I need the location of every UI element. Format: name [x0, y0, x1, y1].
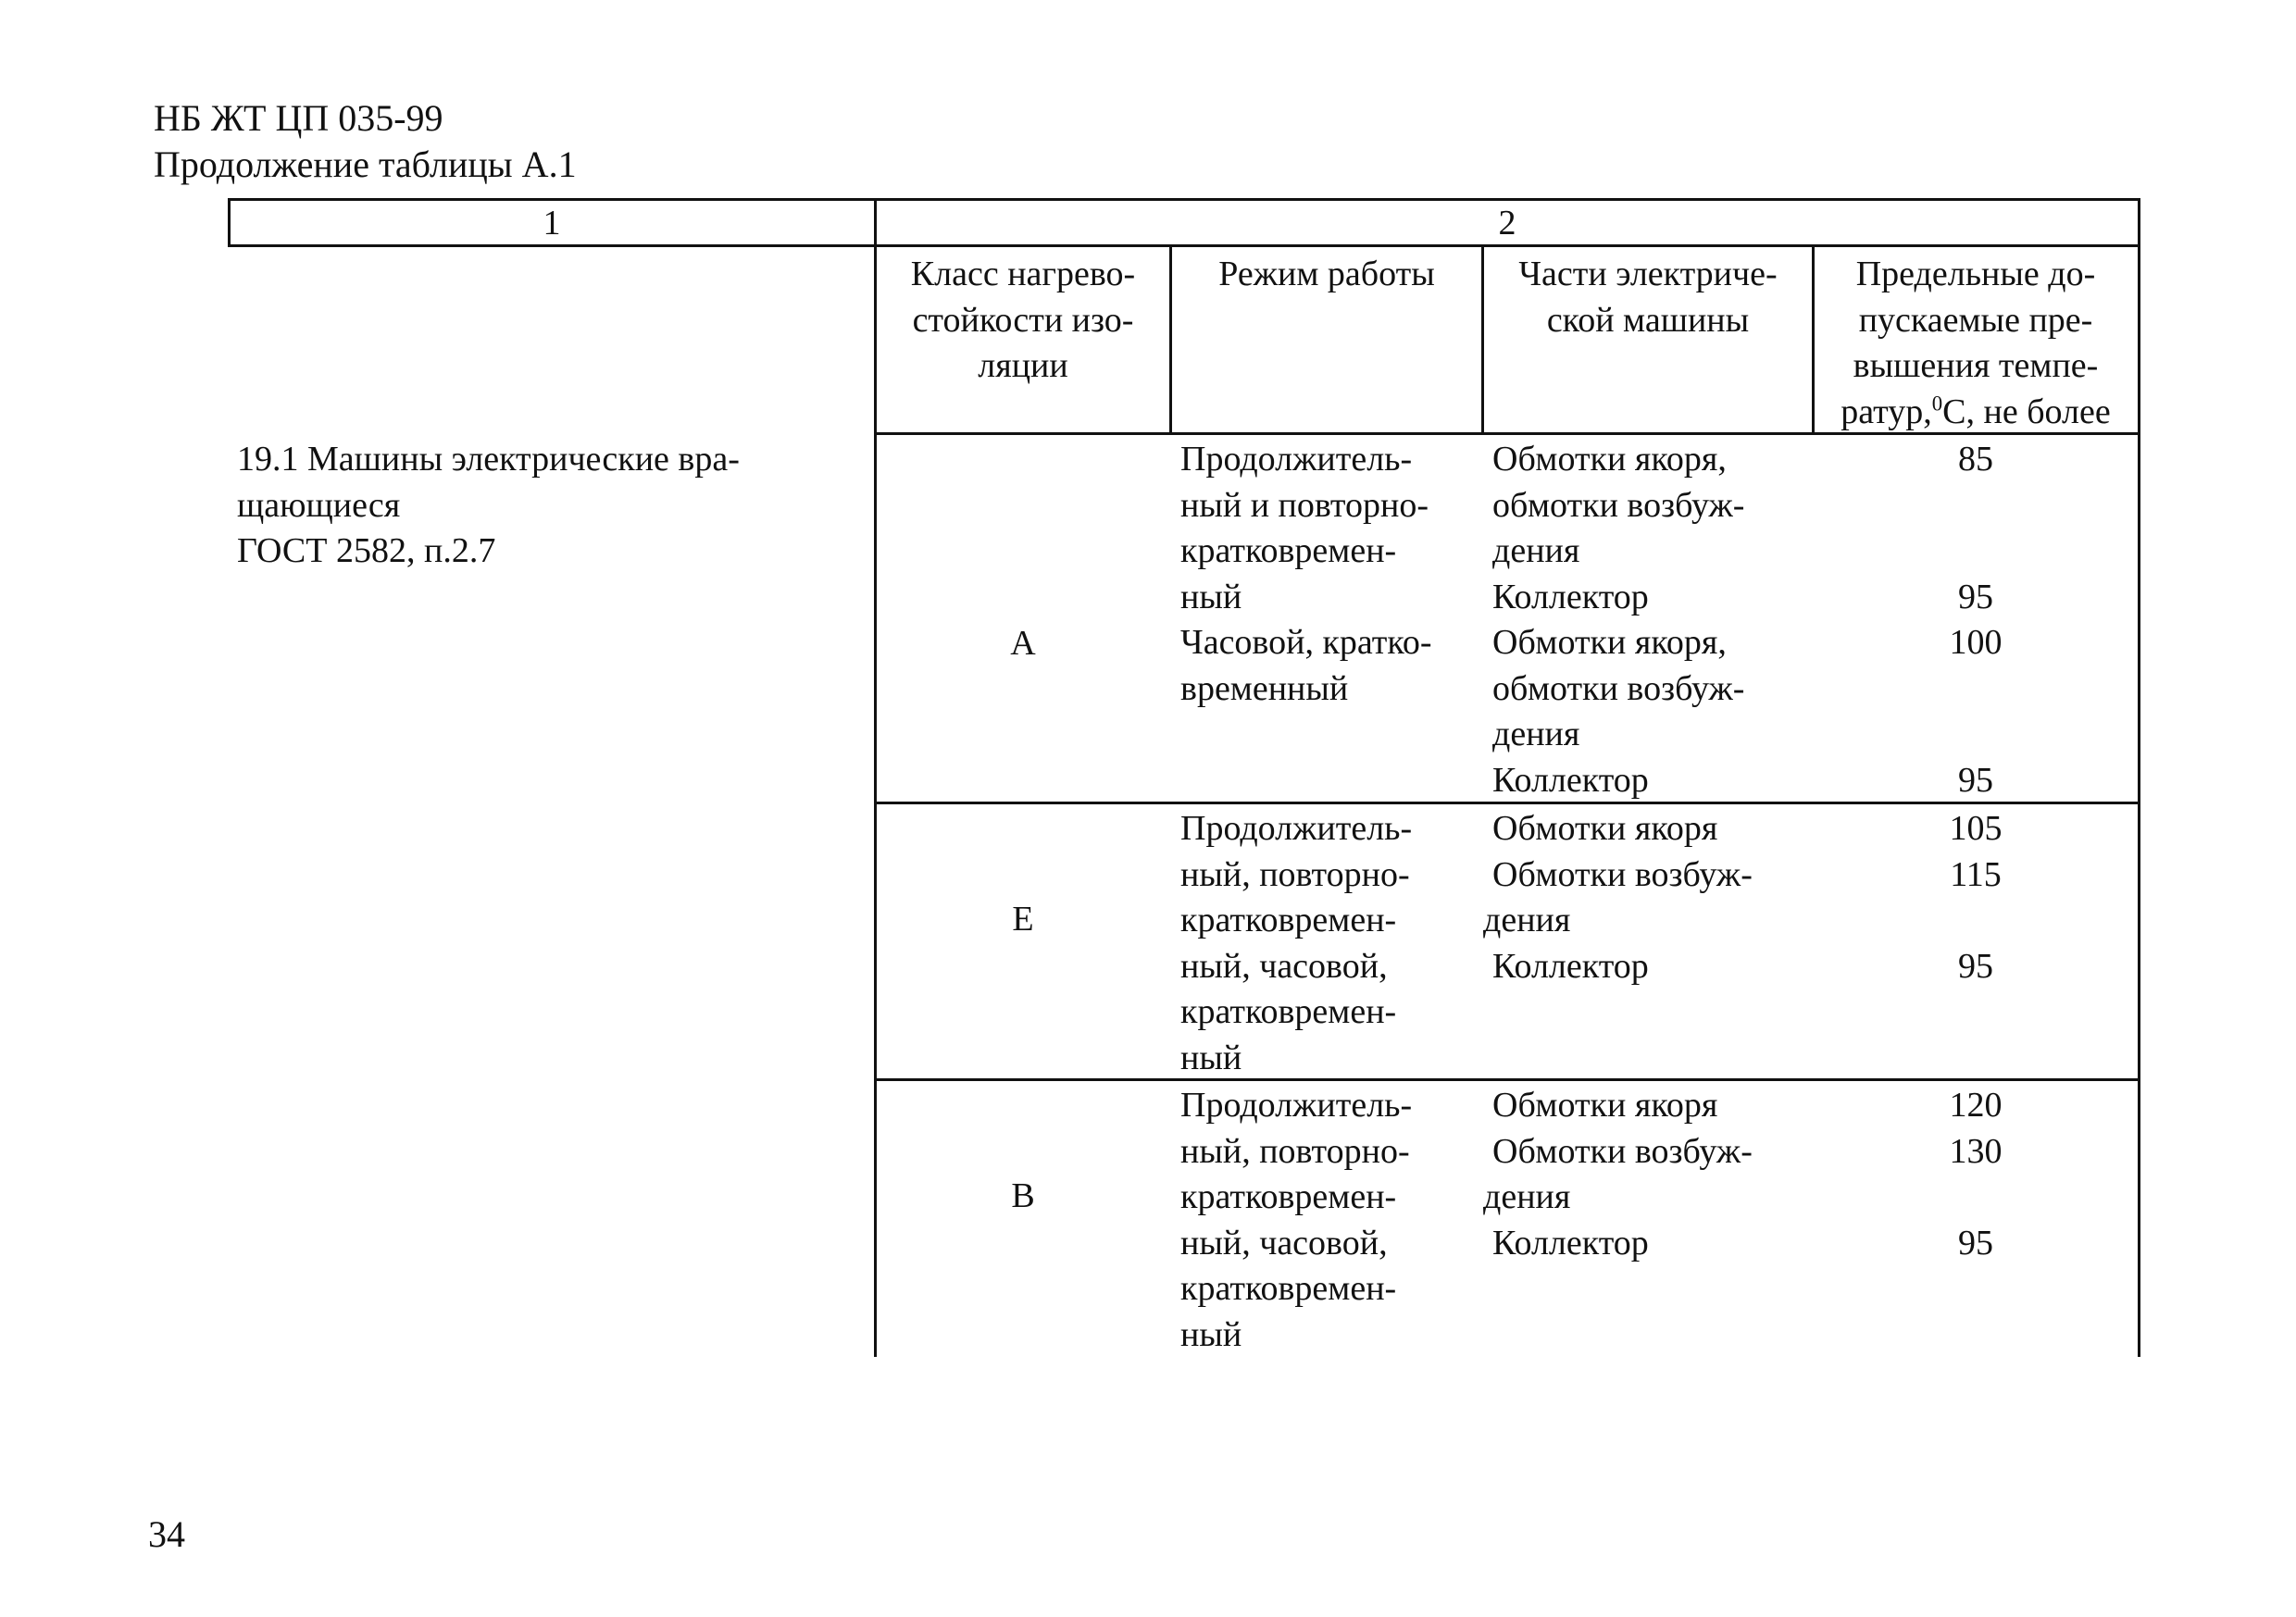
group-b-class: В [1011, 1176, 1035, 1215]
group-a-modes: Продолжитель- ный и повторно- кратковремен- ный Часовой, кратко- временный [1180, 440, 1432, 708]
table-right-border [2138, 198, 2140, 1357]
group-a-parts: Обмотки якоря, обмотки возбуж- дения Коллектор Обмотки якоря, обмотки возбуж- дения Коллектор [1492, 440, 1745, 800]
group-b-values: 120 130 95 [1949, 1086, 2003, 1263]
page-number: 34 [148, 1513, 185, 1555]
group-e-bottom-border [874, 1078, 2140, 1081]
table-continuation-caption: Продолжение таблицы А.1 [154, 143, 577, 185]
header-temperature-limits-last-line: ратур,$^0$С, не более [1841, 391, 2111, 431]
group-e-class: Е [1012, 900, 1034, 939]
header-temperature-limits: Предельные до- пускаемые пре- вышения темпе- ратур,$^0$С, не более [1814, 252, 2138, 435]
group-a-values: 85 95 100 95 [1949, 440, 2003, 800]
item-description: 19.1 Машины электрические вра- щающиеся ГОСТ 2582, п.2.7 [237, 440, 740, 570]
column-number-1: 1 [543, 204, 561, 243]
group-b-parts: Обмотки якоря Обмотки возбуж- дения Коллектор [1483, 1086, 1753, 1263]
header-machine-parts: Части электриче- ской машины [1518, 255, 1778, 340]
document-code: НБ ЖТ ЦП 035-99 [154, 97, 443, 139]
group-b-modes: Продолжитель- ный, повторно- кратковремен- ный, часовой, кратковремен- ный [1180, 1086, 1413, 1354]
group-a-class: А [1010, 624, 1036, 663]
header-operating-mode: Режим работы [1218, 255, 1435, 293]
column-number-2: 2 [1498, 204, 1516, 243]
group-e-modes: Продолжитель- ный, повторно- кратковремен- ный, часовой, кратковремен- ный [1180, 809, 1413, 1077]
header-insulation-class: Класс нагрево- стойкости изо- ляции [910, 255, 1136, 385]
group-e-parts: Обмотки якоря Обмотки возбуж- дения Коллектор [1483, 809, 1753, 986]
group-e-values: 105 115 95 [1949, 809, 2003, 986]
